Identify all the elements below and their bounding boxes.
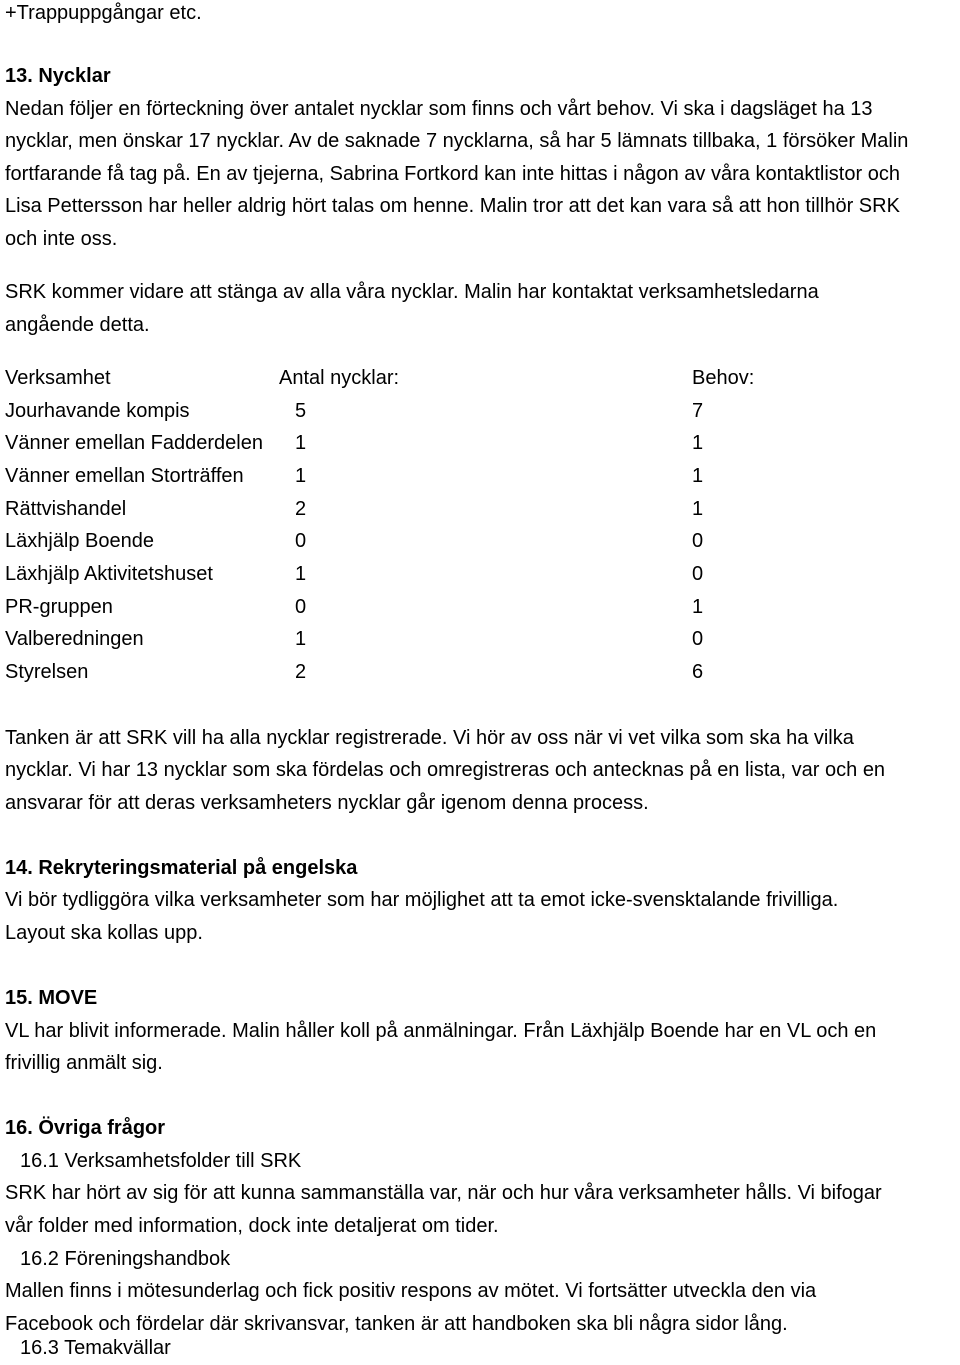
table-cell-verksamhet: PR-gruppen xyxy=(5,596,113,618)
table-cell-behov: 0 xyxy=(692,530,704,552)
table-header-behov: Behov: xyxy=(692,367,755,389)
s16-2-line: Mallen finns i mötesunderlag och fick positiv respons av mötet. Vi fortsätter utveckla den via xyxy=(5,1280,817,1302)
s14-line: Vi bör tydliggöra vilka verksamheter som har möjlighet att ta emot icke-svensktalande frivilliga. xyxy=(5,889,839,911)
subsection-16-1-title: 16.1 Verksamhetsfolder till SRK xyxy=(20,1150,302,1172)
section-14-heading: 14. Rekryteringsmaterial på engelska xyxy=(5,857,358,879)
s16-2-line: Facebook och fördelar där skrivansvar, tanken är att handboken ska bli några sidor lång. xyxy=(5,1313,788,1335)
section-13-heading: 13. Nycklar xyxy=(5,65,111,87)
s15-line: frivillig anmält sig. xyxy=(5,1052,163,1074)
s16-1-line: vår folder med information, dock inte detaljerat om tider. xyxy=(5,1215,499,1237)
table-cell-antal: 1 xyxy=(295,563,307,585)
table-cell-verksamhet: Styrelsen xyxy=(5,661,89,683)
table-header-antal: Antal nycklar: xyxy=(279,367,400,389)
table-cell-behov: 7 xyxy=(692,400,704,422)
table-cell-behov: 1 xyxy=(692,465,704,487)
section-15-heading: 15. MOVE xyxy=(5,987,98,1009)
table-cell-antal: 0 xyxy=(295,530,307,552)
table-cell-behov: 1 xyxy=(692,596,704,618)
table-cell-verksamhet: Vänner emellan Fadderdelen xyxy=(5,432,263,454)
s13-p2-line: SRK kommer vidare att stänga av alla våra nycklar. Malin har kontaktat verksamhetsledarna xyxy=(5,281,819,303)
s13-p1-line: och inte oss. xyxy=(5,228,118,250)
table-cell-verksamhet: Rättvishandel xyxy=(5,498,127,520)
subsection-16-2-title: 16.2 Föreningshandbok xyxy=(20,1248,231,1270)
s13-p2-line: angående detta. xyxy=(5,314,150,336)
s13-p1-line: Nedan följer en förteckning över antalet nycklar som finns och vårt behov. Vi ska i dagsläget ha 13 xyxy=(5,98,873,120)
s13-p3-line: Tanken är att SRK vill ha alla nycklar registrerade. Vi hör av oss när vi vet vilka som ska ha vilka xyxy=(5,727,854,749)
table-cell-behov: 0 xyxy=(692,628,704,650)
intro-fragment: +Trappuppgångar etc. xyxy=(5,2,202,24)
table-cell-behov: 1 xyxy=(692,432,704,454)
subsection-16-3-title: 16.3 Temakvällar xyxy=(20,1337,171,1359)
s15-line: VL har blivit informerade. Malin håller koll på anmälningar. Från Läxhjälp Boende har en VL och en xyxy=(5,1020,877,1042)
table-cell-behov: 6 xyxy=(692,661,704,683)
s13-p1-line: nycklar, men önskar 17 nycklar. Av de saknade 7 nycklarna, så har 5 lämnats tillbaka, 1 försöker Malin xyxy=(5,130,909,152)
s14-line: Layout ska kollas upp. xyxy=(5,922,203,944)
table-cell-antal: 2 xyxy=(295,498,307,520)
table-cell-verksamhet: Jourhavande kompis xyxy=(5,400,190,422)
s16-1-line: SRK har hört av sig för att kunna sammanställa var, när och hur våra verksamheter hålls. Vi bifogar xyxy=(5,1182,882,1204)
table-cell-verksamhet: Vänner emellan Storträffen xyxy=(5,465,244,487)
s13-p3-line: nycklar. Vi har 13 nycklar som ska fördelas och omregistreras och antecknas på en lista, var och en xyxy=(5,759,886,781)
table-header-verksamhet: Verksamhet xyxy=(5,367,111,389)
table-cell-verksamhet: Läxhjälp Boende xyxy=(5,530,155,552)
s13-p1-line: Lisa Pettersson har heller aldrig hört talas om henne. Malin tror att det kan vara så att hon tillhör SRK xyxy=(5,195,900,217)
table-cell-verksamhet: Läxhjälp Aktivitetshuset xyxy=(5,563,213,585)
table-cell-antal: 0 xyxy=(295,596,307,618)
table-cell-antal: 2 xyxy=(295,661,307,683)
table-cell-antal: 1 xyxy=(295,465,307,487)
table-cell-behov: 0 xyxy=(692,563,704,585)
table-cell-antal: 1 xyxy=(295,432,307,454)
table-cell-antal: 1 xyxy=(295,628,307,650)
section-16-heading: 16. Övriga frågor xyxy=(5,1117,166,1139)
s13-p3-line: ansvarar för att deras verksamheters nycklar går igenom denna process. xyxy=(5,792,649,814)
table-cell-antal: 5 xyxy=(295,400,307,422)
table-cell-verksamhet: Valberedningen xyxy=(5,628,144,650)
s13-p1-line: fortfarande få tag på. En av tjejerna, Sabrina Fortkord kan inte hittas i någon av våra kontaktlistor och xyxy=(5,163,900,185)
table-cell-behov: 1 xyxy=(692,498,704,520)
